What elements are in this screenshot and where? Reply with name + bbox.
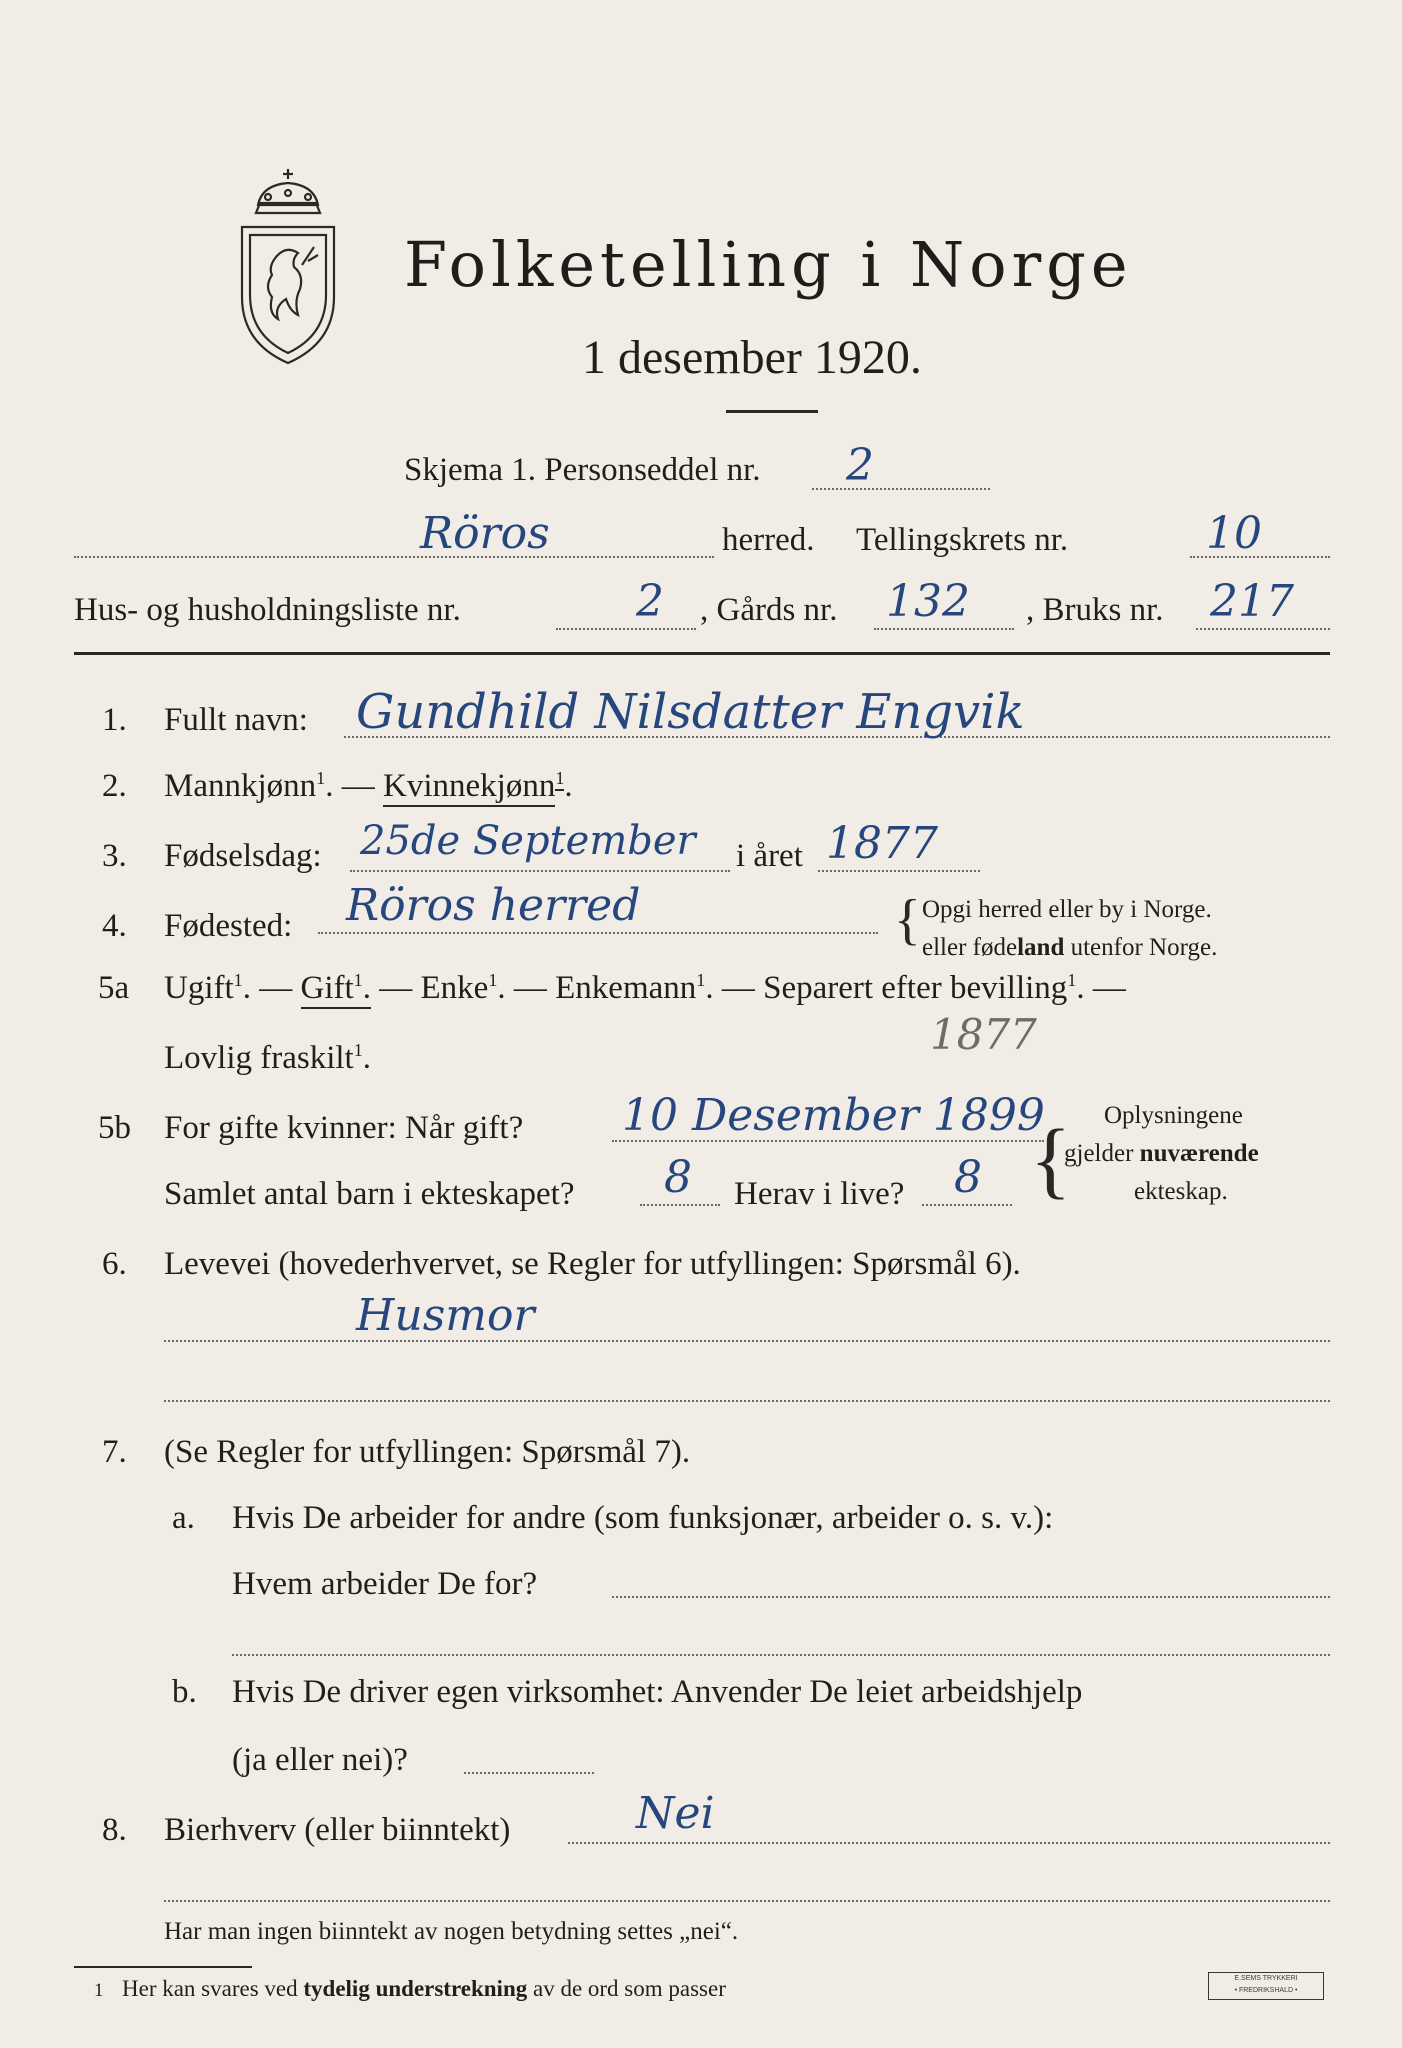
q7-number: 7.: [102, 1434, 127, 1470]
marital-option-enkemann[interactable]: Enkemann: [555, 970, 697, 1006]
husliste-label: Hus- og husholdningsliste nr.: [74, 592, 461, 628]
bruks-line: [1196, 628, 1330, 630]
marital-option-ugift[interactable]: Ugift: [164, 970, 234, 1006]
occupation-label: Levevei (hovederhvervet, se Regler for utfyllingen: Spørsmål 6).: [164, 1246, 1021, 1282]
pencil-annotation: 1877: [930, 1010, 1037, 1059]
herred-label: herred.: [722, 522, 815, 558]
birthday-line: [350, 870, 730, 872]
q2-number: 2.: [102, 768, 127, 804]
tellingskrets-label: Tellingskrets nr.: [856, 522, 1069, 558]
hired-help-label: (ja eller nei)?: [232, 1742, 408, 1778]
side-income-line-2: [164, 1900, 1330, 1902]
q3-number: 3.: [102, 838, 127, 874]
children-total-label: Samlet antal barn i ekteskapet?: [164, 1176, 575, 1212]
personseddel-nr-value[interactable]: 2: [846, 440, 874, 491]
side-income-label: Bierhverv (eller biinntekt): [164, 1812, 511, 1848]
marriage-date-label: For gifte kvinner: Når gift?: [164, 1110, 524, 1146]
occupation-value[interactable]: Husmor: [356, 1290, 535, 1341]
personseddel-line: [812, 488, 990, 490]
employer-line-2[interactable]: [232, 1654, 1330, 1656]
gards-nr-value[interactable]: 132: [886, 576, 970, 627]
birth-year-value[interactable]: 1877: [826, 818, 938, 869]
marital-status-options: Ugift$^1$. — Gift$^1$. — Enke$^1$. — Enkemann$^1$. — Separert efter bevilling$^1$. —: [164, 970, 1126, 1007]
occupation-line-1: [164, 1340, 1330, 1342]
marriage-date-value[interactable]: 10 Desember 1899: [622, 1090, 1045, 1141]
q6-number: 6.: [102, 1246, 127, 1282]
form-title: Folketelling i Norge: [404, 228, 1133, 301]
q5b-number: 5b: [98, 1110, 131, 1146]
footnote-divider: [74, 1966, 252, 1968]
footnote-mark: 1: [94, 1980, 104, 2001]
sex-option-male[interactable]: Mannkjønn: [164, 768, 317, 804]
herred-value[interactable]: Röros: [420, 508, 550, 559]
birthplace-label: Fødested:: [164, 908, 293, 944]
side-income-line: [568, 1842, 1330, 1844]
husliste-line: [556, 628, 696, 630]
sex-option-female[interactable]: Kvinnekjønn: [383, 768, 555, 807]
children-total-line: [640, 1204, 720, 1206]
q5a-number: 5a: [98, 970, 130, 1006]
q7a-text: Hvis De arbeider for andre (som funksjonær, arbeider o. s. v.):: [232, 1500, 1054, 1536]
q1-number: 1.: [102, 702, 127, 738]
birthplace-brace: {: [894, 889, 921, 951]
bruks-label: , Bruks nr.: [1026, 592, 1164, 628]
marriage-note-brace: {: [1030, 1111, 1072, 1207]
q7b-text: Hvis De driver egen virksomhet: Anvender De leiet arbeidshjelp: [232, 1674, 1083, 1710]
birthplace-note-2: eller fødeland utenfor Norge.: [922, 934, 1218, 961]
marital-option-separert[interactable]: Separert efter bevilling: [763, 970, 1068, 1006]
marriage-note-2: gjelder nuværende: [1064, 1140, 1259, 1167]
tellingskrets-nr-value[interactable]: 10: [1206, 508, 1262, 559]
children-alive-value[interactable]: 8: [954, 1152, 982, 1203]
sex-options: Mannkjønn$^1$. — Kvinnekjønn$^1$.: [164, 768, 573, 805]
occupation-line-2: [164, 1400, 1330, 1402]
census-date: 1 desember 1920.: [582, 331, 922, 384]
marriage-note-1: Oplysningene: [1104, 1102, 1243, 1129]
children-total-value[interactable]: 8: [664, 1152, 692, 1203]
title-divider: [726, 410, 818, 413]
gards-label: , Gårds nr.: [700, 592, 838, 628]
full-name-label: Fullt navn:: [164, 702, 308, 738]
q7a-letter: a.: [172, 1500, 195, 1536]
marital-option-enke[interactable]: Enke: [420, 970, 489, 1006]
full-name-value[interactable]: Gundhild Nilsdatter Engvik: [356, 684, 1025, 740]
birthday-value[interactable]: 25de September: [360, 818, 696, 864]
gards-line: [874, 628, 1014, 630]
q8-number: 8.: [102, 1812, 127, 1848]
children-alive-line: [922, 1204, 1012, 1206]
printer-stamp: E.SEMS TRYKKERI • FREDRIKSHALD •: [1208, 1972, 1324, 2000]
footnote-text: Her kan svares ved tydelig understrekning av de ord som passer: [122, 1976, 726, 2001]
marital-option-fraskilt[interactable]: Lovlig fraskilt$^1$.: [164, 1040, 372, 1076]
employer-label: Hvem arbeider De for?: [232, 1566, 538, 1602]
birth-year-line: [818, 870, 980, 872]
herred-line: [74, 556, 714, 558]
birthplace-line: [318, 932, 878, 934]
birth-year-label: i året: [736, 838, 803, 874]
side-income-note: Har man ingen biinntekt av nogen betydning settes „nei“.: [164, 1918, 739, 1945]
children-alive-label: Herav i live?: [734, 1176, 905, 1212]
bruks-nr-value[interactable]: 217: [1210, 576, 1294, 627]
header-divider: [74, 652, 1330, 655]
marriage-note-3: ekteskap.: [1134, 1178, 1228, 1205]
side-income-value[interactable]: Nei: [636, 1788, 715, 1839]
birthday-label: Fødselsdag:: [164, 838, 322, 874]
birthplace-note-1: Opgi herred eller by i Norge.: [922, 896, 1212, 923]
employer-line-1[interactable]: [612, 1596, 1330, 1598]
norway-coat-of-arms-icon: [228, 165, 348, 375]
q7-label: (Se Regler for utfyllingen: Spørsmål 7).: [164, 1434, 691, 1470]
marital-option-gift[interactable]: Gift$^1$.: [301, 970, 372, 1009]
q4-number: 4.: [102, 908, 127, 944]
hired-help-line[interactable]: [464, 1772, 594, 1774]
husliste-nr-value[interactable]: 2: [636, 576, 664, 627]
skjema-label: Skjema 1. Personseddel nr.: [404, 452, 761, 488]
birthplace-value[interactable]: Röros herred: [346, 880, 641, 931]
q7b-letter: b.: [172, 1674, 197, 1710]
